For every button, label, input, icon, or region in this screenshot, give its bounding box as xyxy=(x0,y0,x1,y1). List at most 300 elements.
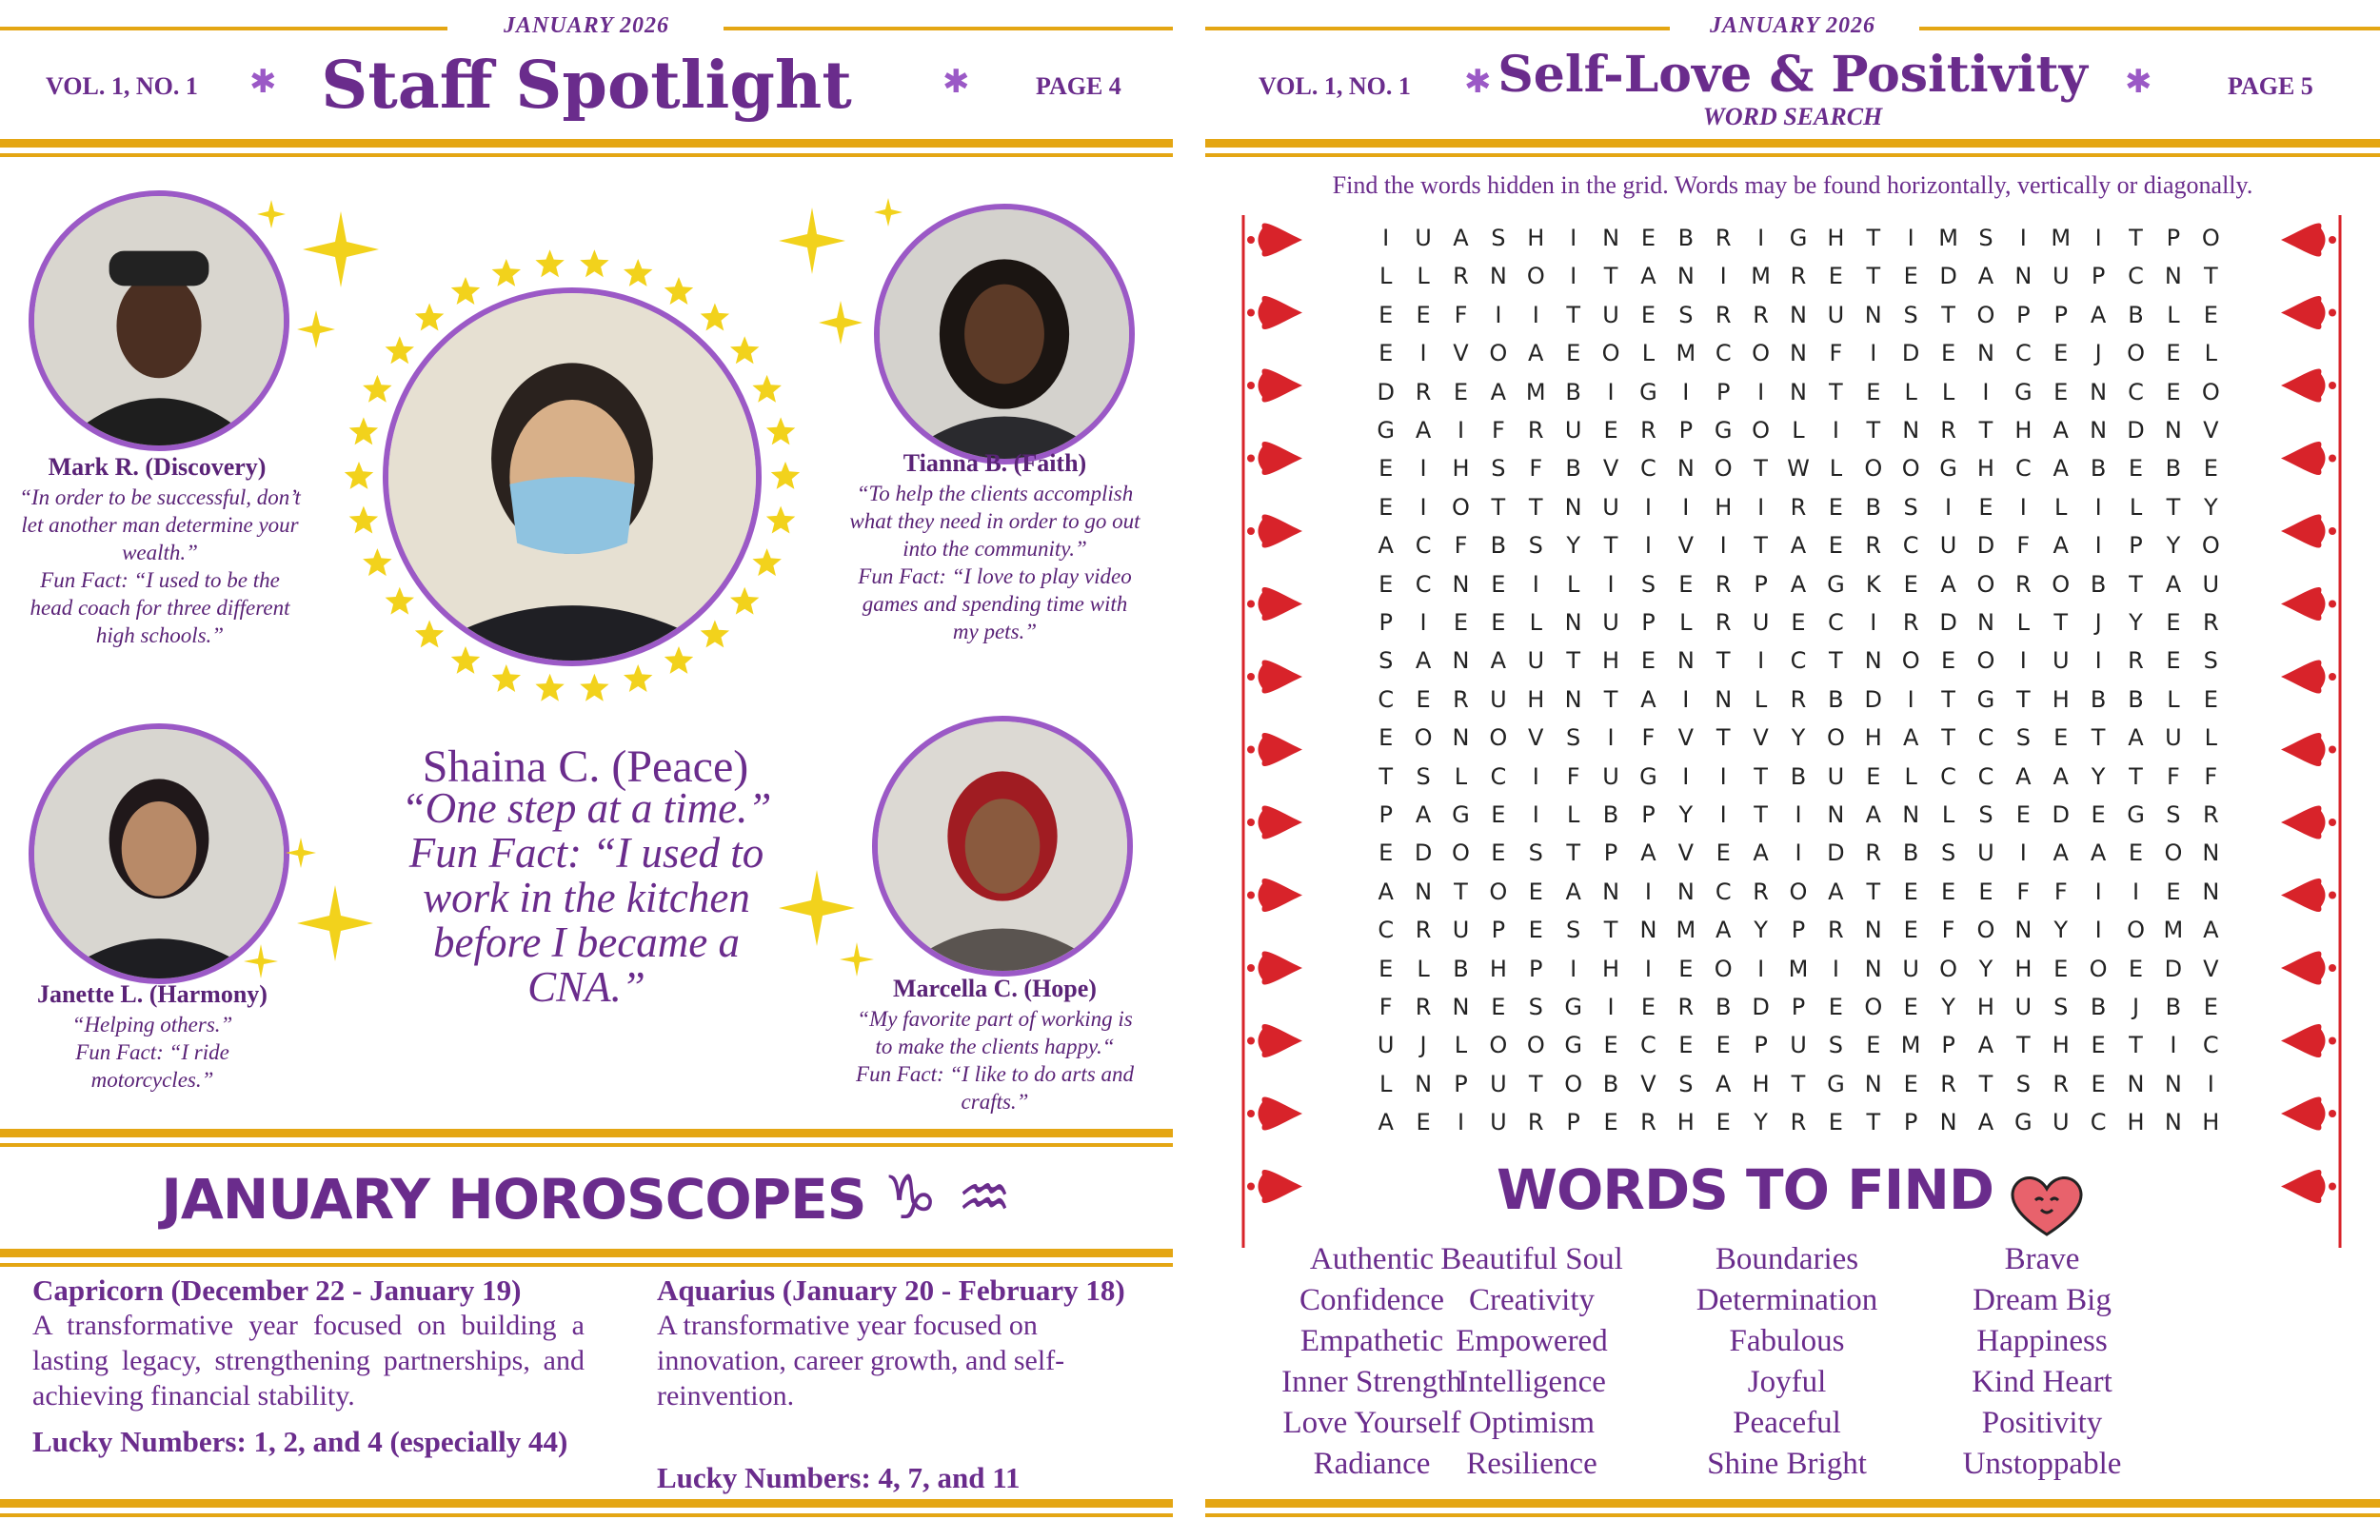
grid-letter[interactable]: T xyxy=(1866,1109,1881,1136)
grid-letter[interactable]: B xyxy=(1677,225,1695,251)
grid-letter[interactable]: W xyxy=(1787,455,1810,483)
grid-letter[interactable]: I xyxy=(1982,378,1990,405)
grid-letter[interactable]: L xyxy=(2054,493,2068,521)
grid-letter[interactable]: B xyxy=(1902,839,1919,867)
grid-letter[interactable]: E xyxy=(1528,878,1543,905)
grid-letter[interactable]: U xyxy=(1527,647,1545,675)
grid-letter[interactable]: E xyxy=(1866,378,1881,405)
grid-letter[interactable]: A xyxy=(1940,570,1956,598)
grid-letter[interactable]: A xyxy=(1415,417,1432,444)
grid-letter[interactable]: T xyxy=(1754,801,1768,828)
grid-letter[interactable]: E xyxy=(2053,724,2069,752)
grid-letter[interactable]: S xyxy=(2166,801,2181,828)
grid-letter[interactable]: E xyxy=(1940,878,1956,905)
grid-letter[interactable]: E xyxy=(2053,340,2069,367)
grid-letter[interactable]: E xyxy=(1678,955,1694,982)
grid-letter[interactable]: L xyxy=(1641,340,1656,367)
grid-letter[interactable]: R xyxy=(1902,609,1919,636)
grid-letter[interactable]: C xyxy=(2014,340,2032,367)
grid-letter[interactable]: I xyxy=(1795,801,1802,828)
grid-letter[interactable]: I xyxy=(1532,762,1539,790)
grid-letter[interactable]: I xyxy=(2170,1032,2177,1059)
grid-letter[interactable]: H xyxy=(1827,225,1845,251)
grid-letter[interactable]: Y xyxy=(1978,955,1993,982)
grid-letter[interactable]: M xyxy=(2163,917,2184,944)
grid-letter[interactable]: I xyxy=(1644,878,1652,905)
grid-letter[interactable]: T xyxy=(2203,263,2218,290)
grid-letter[interactable]: U xyxy=(1602,762,1619,790)
grid-letter[interactable]: S xyxy=(1828,1032,1843,1059)
grid-letter[interactable]: O xyxy=(1789,878,1808,905)
grid-letter[interactable]: N xyxy=(2202,839,2220,867)
grid-letter[interactable]: D xyxy=(2127,417,2145,444)
grid-letter[interactable]: N xyxy=(1602,225,1620,251)
grid-letter[interactable]: E xyxy=(1566,340,1581,367)
grid-letter[interactable]: C xyxy=(2128,378,2144,405)
grid-letter[interactable]: Y xyxy=(2203,493,2218,521)
grid-letter[interactable]: A xyxy=(2053,762,2069,790)
grid-letter[interactable]: E xyxy=(2053,955,2069,982)
grid-letter[interactable]: R xyxy=(2202,801,2219,828)
grid-letter[interactable]: E xyxy=(1978,878,1993,905)
grid-letter[interactable]: A xyxy=(2090,301,2107,328)
grid-letter[interactable]: S xyxy=(2015,1070,2031,1097)
grid-letter[interactable]: R xyxy=(1715,225,1732,251)
grid-letter[interactable]: E xyxy=(1378,724,1394,752)
grid-letter[interactable]: S xyxy=(2053,994,2069,1020)
grid-letter[interactable]: A xyxy=(1378,532,1394,560)
grid-letter[interactable]: E xyxy=(1828,493,1843,521)
grid-letter[interactable]: A xyxy=(1415,801,1432,828)
grid-letter[interactable]: A xyxy=(1716,1070,1732,1097)
grid-letter[interactable]: V xyxy=(1453,340,1469,367)
grid-letter[interactable]: E xyxy=(2053,378,2069,405)
grid-letter[interactable]: E xyxy=(1640,301,1656,328)
grid-letter[interactable]: O xyxy=(2201,225,2220,251)
grid-letter[interactable]: N xyxy=(1864,917,1882,944)
grid-letter[interactable]: E xyxy=(2166,647,2181,675)
grid-letter[interactable]: I xyxy=(2019,839,2027,867)
grid-letter[interactable]: E xyxy=(1416,685,1431,713)
grid-letter[interactable]: I xyxy=(1719,263,1727,290)
grid-letter[interactable]: I xyxy=(1570,263,1577,290)
grid-letter[interactable]: A xyxy=(1977,1032,1994,1059)
grid-letter[interactable]: S xyxy=(1640,570,1656,598)
grid-letter[interactable]: T xyxy=(1566,301,1580,328)
grid-letter[interactable]: Y xyxy=(1791,724,1806,752)
grid-letter[interactable]: N xyxy=(2164,263,2182,290)
grid-letter[interactable]: I xyxy=(1682,762,1690,790)
grid-letter[interactable]: I xyxy=(2094,225,2102,251)
grid-letter[interactable]: R xyxy=(1865,532,1882,560)
grid-letter[interactable]: P xyxy=(1491,917,1506,944)
grid-letter[interactable]: O xyxy=(1826,724,1845,752)
grid-letter[interactable]: S xyxy=(1978,801,1993,828)
grid-letter[interactable]: I xyxy=(1607,724,1615,752)
grid-letter[interactable]: E xyxy=(1903,570,1918,598)
grid-letter[interactable]: T xyxy=(1866,417,1881,444)
grid-letter[interactable]: I xyxy=(1419,340,1427,367)
grid-letter[interactable]: R xyxy=(1790,685,1807,713)
grid-letter[interactable]: E xyxy=(1378,493,1394,521)
grid-letter[interactable]: R xyxy=(1415,917,1432,944)
grid-letter[interactable]: A xyxy=(1378,1109,1394,1136)
grid-letter[interactable]: E xyxy=(2091,1070,2106,1097)
grid-letter[interactable]: A xyxy=(1716,917,1732,944)
grid-letter[interactable]: G xyxy=(1564,1032,1582,1059)
grid-letter[interactable]: E xyxy=(2091,1032,2106,1059)
grid-letter[interactable]: I xyxy=(1532,801,1539,828)
grid-letter[interactable]: T xyxy=(2129,762,2143,790)
grid-letter[interactable]: I xyxy=(1757,225,1765,251)
grid-letter[interactable]: B xyxy=(1790,762,1807,790)
grid-letter[interactable]: I xyxy=(1419,609,1427,636)
grid-letter[interactable]: G xyxy=(1827,570,1845,598)
grid-letter[interactable]: I xyxy=(1495,301,1502,328)
grid-letter[interactable]: A xyxy=(2053,455,2069,483)
grid-letter[interactable]: R xyxy=(2014,570,2032,598)
grid-letter[interactable]: H xyxy=(1452,455,1470,483)
grid-letter[interactable]: G xyxy=(1789,225,1808,251)
grid-letter[interactable]: P xyxy=(2016,301,2031,328)
grid-letter[interactable]: P xyxy=(2053,301,2068,328)
grid-letter[interactable]: A xyxy=(2053,417,2069,444)
grid-letter[interactable]: N xyxy=(1976,609,1994,636)
grid-letter[interactable]: O xyxy=(1452,839,1470,867)
grid-letter[interactable]: R xyxy=(1940,1070,1956,1097)
grid-letter[interactable]: P xyxy=(1941,1032,1955,1059)
grid-letter[interactable]: H xyxy=(1976,455,1994,483)
grid-letter[interactable]: H xyxy=(1715,493,1733,521)
grid-letter[interactable]: C xyxy=(1977,762,1994,790)
grid-letter[interactable]: U xyxy=(1564,417,1582,444)
grid-letter[interactable]: F xyxy=(1829,340,1843,367)
grid-letter[interactable]: Y xyxy=(2091,762,2106,790)
grid-letter[interactable]: R xyxy=(1527,1109,1544,1136)
grid-letter[interactable]: E xyxy=(1491,801,1506,828)
grid-letter[interactable]: N xyxy=(1639,917,1657,944)
grid-letter[interactable]: T xyxy=(2053,609,2069,636)
grid-letter[interactable]: G xyxy=(1639,378,1657,405)
grid-letter[interactable]: T xyxy=(1754,455,1768,483)
grid-letter[interactable]: A xyxy=(1902,724,1919,752)
grid-letter[interactable]: C xyxy=(1790,647,1807,675)
grid-letter[interactable]: U xyxy=(1790,1032,1807,1059)
grid-letter[interactable]: C xyxy=(1415,570,1432,598)
grid-letter[interactable]: E xyxy=(1416,1109,1431,1136)
grid-letter[interactable]: T xyxy=(1603,532,1618,560)
grid-letter[interactable]: J xyxy=(2094,609,2102,636)
grid-letter[interactable]: S xyxy=(1678,1070,1694,1097)
grid-letter[interactable]: H xyxy=(1489,955,1507,982)
grid-letter[interactable]: I xyxy=(1682,493,1690,521)
grid-letter[interactable]: P xyxy=(1603,839,1618,867)
grid-letter[interactable]: I xyxy=(2019,647,2027,675)
grid-letter[interactable]: F xyxy=(1529,455,1543,483)
grid-letter[interactable]: M xyxy=(1900,1032,1921,1059)
grid-letter[interactable]: U xyxy=(2165,724,2182,752)
grid-letter[interactable]: B xyxy=(2090,685,2107,713)
grid-letter[interactable]: E xyxy=(1491,570,1506,598)
grid-letter[interactable]: D xyxy=(1752,994,1770,1020)
grid-letter[interactable]: P xyxy=(1566,1109,1580,1136)
grid-letter[interactable]: S xyxy=(1378,647,1394,675)
grid-letter[interactable]: L xyxy=(1566,801,1580,828)
grid-letter[interactable]: P xyxy=(1641,801,1656,828)
grid-letter[interactable]: A xyxy=(1490,647,1507,675)
grid-letter[interactable]: I xyxy=(1907,225,1914,251)
grid-letter[interactable]: U xyxy=(1827,301,1845,328)
grid-letter[interactable]: A xyxy=(1640,839,1656,867)
grid-letter[interactable]: T xyxy=(2129,570,2143,598)
grid-letter[interactable]: L xyxy=(2204,724,2217,752)
grid-letter[interactable]: T xyxy=(1603,685,1618,713)
grid-letter[interactable]: U xyxy=(2052,647,2070,675)
grid-letter[interactable]: C xyxy=(1415,532,1432,560)
grid-letter[interactable]: U xyxy=(1602,493,1619,521)
grid-letter[interactable]: E xyxy=(1866,762,1881,790)
grid-letter[interactable]: P xyxy=(2166,225,2181,251)
grid-letter[interactable]: H xyxy=(1527,225,1545,251)
grid-letter[interactable]: N xyxy=(2090,417,2108,444)
grid-letter[interactable]: S xyxy=(1903,493,1918,521)
grid-letter[interactable]: R xyxy=(2202,609,2219,636)
grid-letter[interactable]: E xyxy=(1378,301,1394,328)
grid-letter[interactable]: U xyxy=(1977,839,1994,867)
grid-letter[interactable]: S xyxy=(1978,225,1993,251)
grid-letter[interactable]: R xyxy=(1715,570,1732,598)
grid-letter[interactable]: T xyxy=(1941,724,1955,752)
grid-letter[interactable]: E xyxy=(1640,225,1656,251)
grid-letter[interactable]: E xyxy=(1678,1032,1694,1059)
grid-letter[interactable]: R xyxy=(1453,685,1469,713)
grid-letter[interactable]: O xyxy=(1714,955,1733,982)
grid-letter[interactable]: S xyxy=(1903,301,1918,328)
grid-letter[interactable]: E xyxy=(1828,532,1843,560)
grid-letter[interactable]: B xyxy=(2128,301,2144,328)
grid-letter[interactable]: U xyxy=(1602,301,1619,328)
grid-letter[interactable]: L xyxy=(1379,263,1393,290)
grid-letter[interactable]: I xyxy=(2207,1070,2214,1097)
grid-letter[interactable]: E xyxy=(1491,609,1506,636)
grid-letter[interactable]: N xyxy=(1864,301,1882,328)
grid-letter[interactable]: G xyxy=(1377,417,1395,444)
grid-letter[interactable]: L xyxy=(1829,455,1843,483)
grid-letter[interactable]: U xyxy=(1752,609,1770,636)
grid-letter[interactable]: R xyxy=(1753,301,1769,328)
grid-letter[interactable]: N xyxy=(2014,263,2033,290)
grid-letter[interactable]: A xyxy=(2203,917,2219,944)
grid-letter[interactable]: Y xyxy=(1566,532,1580,560)
grid-letter[interactable]: I xyxy=(1757,378,1765,405)
grid-letter[interactable]: V xyxy=(1528,724,1544,752)
grid-letter[interactable]: O xyxy=(1976,647,1995,675)
grid-letter[interactable]: I xyxy=(1719,532,1727,560)
grid-letter[interactable]: C xyxy=(1828,609,1844,636)
grid-letter[interactable]: E xyxy=(1640,994,1656,1020)
grid-letter[interactable]: D xyxy=(1414,839,1433,867)
grid-letter[interactable]: U xyxy=(1490,1109,1507,1136)
grid-letter[interactable]: A xyxy=(2128,724,2144,752)
grid-letter[interactable]: I xyxy=(1757,955,1765,982)
grid-letter[interactable]: O xyxy=(2052,570,2071,598)
grid-letter[interactable]: S xyxy=(1940,839,1956,867)
grid-letter[interactable]: A xyxy=(1640,263,1656,290)
grid-letter[interactable]: R xyxy=(1790,1109,1807,1136)
grid-letter[interactable]: R xyxy=(1453,263,1469,290)
grid-letter[interactable]: I xyxy=(1457,1109,1465,1136)
grid-letter[interactable]: E xyxy=(1903,1070,1918,1097)
grid-letter[interactable]: L xyxy=(1417,263,1430,290)
grid-letter[interactable]: S xyxy=(1491,225,1506,251)
grid-letter[interactable]: A xyxy=(1790,570,1807,598)
grid-letter[interactable]: R xyxy=(1415,378,1432,405)
grid-letter[interactable]: N xyxy=(2014,917,2033,944)
grid-letter[interactable]: L xyxy=(1754,685,1768,713)
grid-letter[interactable]: A xyxy=(1977,263,1994,290)
grid-letter[interactable]: D xyxy=(1939,609,1957,636)
grid-letter[interactable]: C xyxy=(1977,724,1994,752)
grid-letter[interactable]: L xyxy=(2129,493,2143,521)
grid-letter[interactable]: N xyxy=(2164,1070,2182,1097)
grid-letter[interactable]: P xyxy=(1378,609,1393,636)
grid-letter[interactable]: T xyxy=(1866,225,1881,251)
grid-letter[interactable]: T xyxy=(1566,839,1580,867)
grid-letter[interactable]: I xyxy=(1832,417,1839,444)
grid-letter[interactable]: V xyxy=(1602,455,1619,483)
grid-letter[interactable]: G xyxy=(1564,994,1582,1020)
grid-letter[interactable]: H xyxy=(2127,1109,2145,1136)
grid-letter[interactable]: L xyxy=(1454,1032,1468,1059)
grid-letter[interactable]: A xyxy=(1977,1109,1994,1136)
grid-letter[interactable]: I xyxy=(2019,225,2027,251)
grid-letter[interactable]: T xyxy=(2166,493,2181,521)
grid-letter[interactable]: E xyxy=(1716,1032,1731,1059)
grid-letter[interactable]: S xyxy=(1566,724,1581,752)
grid-letter[interactable]: N xyxy=(2202,878,2220,905)
grid-letter[interactable]: O xyxy=(1489,340,1508,367)
grid-letter[interactable]: I xyxy=(1757,493,1765,521)
grid-letter[interactable]: A xyxy=(1378,878,1394,905)
grid-letter[interactable]: I xyxy=(2094,532,2102,560)
grid-letter[interactable]: O xyxy=(1976,917,1995,944)
grid-letter[interactable]: V xyxy=(1640,1070,1656,1097)
grid-letter[interactable]: H xyxy=(1976,994,1994,1020)
grid-letter[interactable]: T xyxy=(1866,878,1881,905)
grid-letter[interactable]: I xyxy=(2094,917,2102,944)
grid-letter[interactable]: E xyxy=(1716,839,1731,867)
grid-letter[interactable]: E xyxy=(1378,839,1394,867)
grid-letter[interactable]: I xyxy=(1945,493,1953,521)
grid-letter[interactable]: Y xyxy=(2166,532,2181,560)
grid-letter[interactable]: T xyxy=(1754,762,1768,790)
grid-letter[interactable]: N xyxy=(1715,685,1733,713)
grid-letter[interactable]: E xyxy=(1378,455,1394,483)
grid-letter[interactable]: M xyxy=(1525,378,1546,405)
grid-letter[interactable]: B xyxy=(2128,685,2144,713)
grid-letter[interactable]: V xyxy=(1677,724,1695,752)
grid-letter[interactable]: O xyxy=(1752,417,1771,444)
grid-letter[interactable]: O xyxy=(1564,1070,1583,1097)
grid-letter[interactable]: U xyxy=(1602,609,1619,636)
grid-letter[interactable]: B xyxy=(2090,570,2107,598)
grid-letter[interactable]: F xyxy=(1454,301,1468,328)
grid-letter[interactable]: F xyxy=(2016,532,2031,560)
grid-letter[interactable]: C xyxy=(1902,532,1919,560)
grid-letter[interactable]: Y xyxy=(1941,994,1955,1020)
grid-letter[interactable]: V xyxy=(1677,532,1695,560)
grid-letter[interactable]: C xyxy=(1940,762,1956,790)
grid-letter[interactable]: V xyxy=(1677,839,1695,867)
grid-letter[interactable]: J xyxy=(1419,1032,1427,1059)
grid-letter[interactable]: S xyxy=(1678,301,1694,328)
grid-letter[interactable]: H xyxy=(1752,1070,1770,1097)
grid-letter[interactable]: E xyxy=(1903,263,1918,290)
grid-letter[interactable]: L xyxy=(1379,1070,1393,1097)
grid-letter[interactable]: E xyxy=(1940,340,1956,367)
grid-letter[interactable]: U xyxy=(2014,994,2033,1020)
grid-letter[interactable]: U xyxy=(1902,955,1919,982)
grid-letter[interactable]: O xyxy=(2127,340,2145,367)
grid-letter[interactable]: I xyxy=(1682,378,1690,405)
grid-letter[interactable]: F xyxy=(2053,878,2068,905)
grid-letter[interactable]: L xyxy=(1454,762,1468,790)
grid-letter[interactable]: U xyxy=(1490,685,1507,713)
grid-letter[interactable]: G xyxy=(2127,801,2145,828)
grid-letter[interactable]: R xyxy=(1640,417,1656,444)
grid-letter[interactable]: C xyxy=(1378,917,1395,944)
grid-letter[interactable]: L xyxy=(2167,685,2180,713)
grid-letter[interactable]: L xyxy=(1904,378,1917,405)
grid-letter[interactable]: T xyxy=(2129,225,2143,251)
grid-letter[interactable]: I xyxy=(1644,493,1652,521)
grid-letter[interactable]: O xyxy=(1489,724,1508,752)
grid-letter[interactable]: N xyxy=(1452,570,1470,598)
grid-letter[interactable]: E xyxy=(1678,570,1694,598)
grid-letter[interactable]: G xyxy=(1827,1070,1845,1097)
grid-letter[interactable]: E xyxy=(2091,801,2106,828)
grid-letter[interactable]: G xyxy=(1939,455,1957,483)
grid-letter[interactable]: R xyxy=(1715,301,1732,328)
grid-letter[interactable]: T xyxy=(1941,685,1955,713)
grid-letter[interactable]: E xyxy=(2128,455,2144,483)
grid-letter[interactable]: L xyxy=(1529,609,1542,636)
grid-letter[interactable]: O xyxy=(1489,878,1508,905)
grid-letter[interactable]: D xyxy=(1939,263,1957,290)
grid-letter[interactable]: C xyxy=(2128,263,2144,290)
grid-letter[interactable]: I xyxy=(1870,340,1877,367)
grid-letter[interactable]: E xyxy=(1603,1032,1618,1059)
grid-letter[interactable]: H xyxy=(2052,685,2070,713)
grid-letter[interactable]: I xyxy=(1907,685,1914,713)
grid-letter[interactable]: N xyxy=(1564,609,1582,636)
grid-letter[interactable]: E xyxy=(1828,1109,1843,1136)
grid-letter[interactable]: F xyxy=(2204,762,2218,790)
grid-letter[interactable]: B xyxy=(1828,685,1844,713)
grid-letter[interactable]: A xyxy=(1828,878,1844,905)
grid-letter[interactable]: I xyxy=(2094,647,2102,675)
grid-letter[interactable]: A xyxy=(1790,532,1807,560)
grid-letter[interactable]: N xyxy=(1676,647,1695,675)
grid-letter[interactable]: H xyxy=(1676,1109,1695,1136)
grid-letter[interactable]: E xyxy=(2166,378,2181,405)
grid-letter[interactable]: H xyxy=(1602,647,1620,675)
grid-letter[interactable]: L xyxy=(1792,417,1805,444)
grid-letter[interactable]: P xyxy=(1791,917,1806,944)
grid-letter[interactable]: D xyxy=(2052,801,2070,828)
grid-letter[interactable]: B xyxy=(1865,493,1881,521)
grid-letter[interactable]: A xyxy=(1753,839,1769,867)
